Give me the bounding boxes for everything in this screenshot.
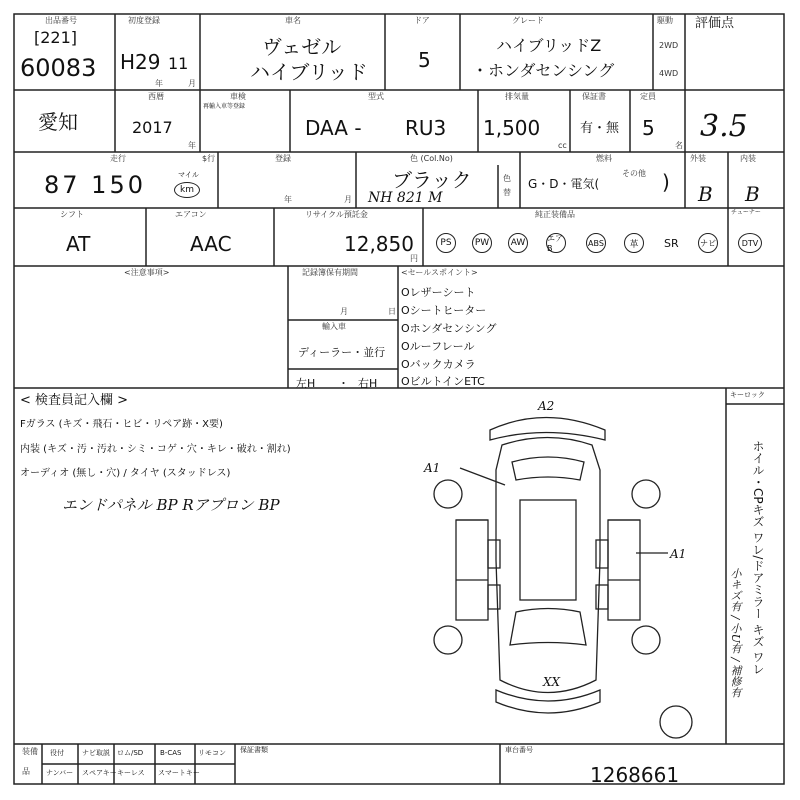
int-label: 内装 (740, 154, 756, 163)
capacity-unit: 名 (675, 141, 683, 150)
door-label: ドア (414, 16, 430, 25)
first-reg-month-unit: 月 (188, 79, 196, 88)
door-value: 5 (418, 48, 431, 72)
import-value: ディーラー・並行 (298, 346, 386, 359)
notes-label: <注意事項> (124, 268, 170, 277)
equip-ps: PS (436, 233, 456, 253)
footer-equip-sub: 品 (22, 767, 30, 776)
mark-right: A1 (670, 547, 687, 561)
footer-item: スペアキー (82, 769, 117, 777)
sales-label: <セールスポイント> (401, 268, 478, 277)
capacity-label: 定員 (640, 92, 656, 101)
sales-point: Oシートヒーター (401, 304, 487, 317)
warranty-value: 有・無 (580, 121, 620, 136)
model-year-label: 西暦 (148, 92, 164, 101)
footer-item: リモコン (198, 749, 226, 757)
tuner-label: チューナー (731, 209, 761, 216)
car-name-2: ハイブリッド (250, 60, 368, 84)
mileage-unit-miles: マイル (178, 171, 199, 179)
mileage-value: 87 150 (44, 171, 146, 199)
lot-label: 出品番号 (45, 16, 77, 25)
reg-label: 登録 (275, 154, 291, 163)
first-reg-year-unit: 年 (155, 79, 163, 88)
sales-point: Oホンダセンシング (401, 322, 497, 335)
key-lock-label: キーロック (730, 391, 765, 399)
grade-line-1: ハイブリッドZ (496, 36, 602, 55)
model-label: 型式 (368, 92, 384, 101)
reg-year-unit: 年 (284, 195, 292, 204)
fuel-options: G・D・電気( (528, 177, 600, 191)
recycle-unit: 円 (410, 254, 418, 263)
drive-4wd: 4WD (659, 69, 679, 78)
equip-navi: ナビ (698, 233, 718, 253)
ext-label: 外装 (690, 154, 706, 163)
first-reg-label: 初度登録 (128, 16, 160, 25)
color-change-label: 色替 (503, 174, 511, 197)
side-note-2: 小キズ有 / 小U有 / 補修有 (729, 568, 742, 698)
equipment-label: 純正装備品 (535, 210, 575, 219)
fuel-label: 燃料 (596, 154, 612, 163)
equip-pw: PW (472, 233, 492, 253)
recall-label: 記録簿保有期間 (302, 268, 358, 277)
ac-value: AAC (190, 232, 232, 256)
model-prefix: DAA - (305, 116, 362, 140)
footer-item: スマートキー (158, 769, 200, 777)
car-name-1: ヴェゼル (262, 35, 342, 59)
footer-equip-label: 装備 (22, 747, 38, 756)
mark-front-left: A1 (424, 461, 441, 475)
warranty-label: 保証書 (582, 92, 606, 101)
equip-aw: AW (508, 233, 528, 253)
handle-dot: ・ (338, 377, 349, 390)
recycle-label: リサイクル預託金 (305, 210, 368, 219)
inspection-handwritten: エンドパネル BP Rアプロン BP (62, 496, 280, 514)
cc-unit: cc (558, 141, 567, 150)
shift-value: AT (66, 232, 91, 256)
side-note-1: ホイル・CPキズ ワレ/ドアミラー キズ ワレ (751, 440, 765, 676)
fuel-other: その他 (622, 169, 646, 178)
footer-reg-no-label: 車台番号 (505, 746, 533, 754)
handle-left: 左H (296, 377, 316, 390)
model-year: 2017 (132, 118, 173, 137)
inspection-audio: オーディオ (無し・穴) / タイヤ (スタッドレス) (20, 468, 231, 479)
mileage-label: 走行 (110, 154, 126, 163)
mark-front: XX (543, 675, 561, 689)
recall-month: 月 (340, 307, 348, 316)
footer-item: ロム/SD (117, 749, 144, 757)
footer-item: ナビ取説 (82, 749, 110, 757)
equip-airbag: エアB (546, 233, 566, 253)
capacity-value: 5 (642, 116, 655, 140)
ac-label: エアコン (175, 210, 207, 219)
drive-label: 駆動 (657, 16, 673, 25)
inspection-title: < 検査員記入欄 > (20, 393, 129, 408)
color-name: ブラック (392, 168, 472, 192)
grade-line-2: ・ホンダセンシング (472, 61, 615, 80)
import-label: 輸入車 (322, 322, 346, 331)
model-code: RU3 (405, 116, 447, 140)
reg-month-unit: 月 (344, 195, 352, 204)
lot-number: 60083 (20, 54, 97, 82)
mileage-unit-km: km (174, 182, 200, 198)
displacement: 1,500 (483, 116, 541, 140)
footer-item: ナンバー (46, 769, 74, 777)
sales-point: Oバックカメラ (401, 358, 476, 371)
color-label: 色 (Col.No) (410, 154, 453, 163)
shift-label: シフト (60, 210, 84, 219)
score-label: 評価点 (695, 16, 735, 31)
model-year-unit: 年 (188, 141, 196, 150)
shaken-label: 車検 (230, 92, 246, 101)
shaken-sub: 再輸入車等登録 (203, 103, 246, 110)
ext-value: B (698, 182, 713, 206)
int-value: B (745, 182, 760, 206)
odometer-label: $行 (202, 154, 216, 163)
drive-2wd: 2WD (659, 41, 679, 50)
equip-leather: 革 (624, 233, 644, 253)
fuel-bracket: ) (662, 170, 670, 194)
equip-dtv: DTV (738, 233, 762, 253)
color-code: NH 821 M (368, 190, 443, 206)
recall-day: 日 (388, 307, 396, 316)
inspection-interior: 内装 (キズ・汚・汚れ・シミ・コゲ・穴・キレ・破れ・割れ) (20, 444, 291, 455)
first-reg-value: H29 (120, 50, 161, 74)
car-name-label: 車名 (285, 16, 301, 25)
footer-item: B-CAS (160, 749, 182, 757)
footer-item: 役付 (50, 749, 64, 757)
sales-point: Oルーフレール (401, 340, 475, 353)
mark-rear: A2 (538, 399, 555, 413)
recycle-value: 12,850 (344, 232, 414, 256)
equip-sr: SR (664, 237, 679, 250)
lot-sub: [221] (34, 28, 78, 47)
sales-point: OビルトインETC (401, 375, 485, 388)
footer-item: キーレス (117, 769, 145, 777)
grade-label: グレード (512, 16, 544, 25)
score-value: 3.5 (700, 109, 748, 144)
handle-right: 右H (358, 377, 378, 390)
first-reg-month: 11 (168, 54, 189, 73)
equip-abs: ABS (586, 233, 606, 253)
footer-reg-no: 1268661 (590, 763, 680, 787)
inspection-glass: Fガラス (キズ・飛石・ヒビ・リペア跡・X要) (20, 419, 223, 430)
footer-warranty-label: 保証書類 (240, 746, 268, 754)
sales-point: Oレザーシート (401, 286, 476, 299)
displacement-label: 排気量 (505, 92, 529, 101)
region: 愛知 (38, 110, 78, 134)
